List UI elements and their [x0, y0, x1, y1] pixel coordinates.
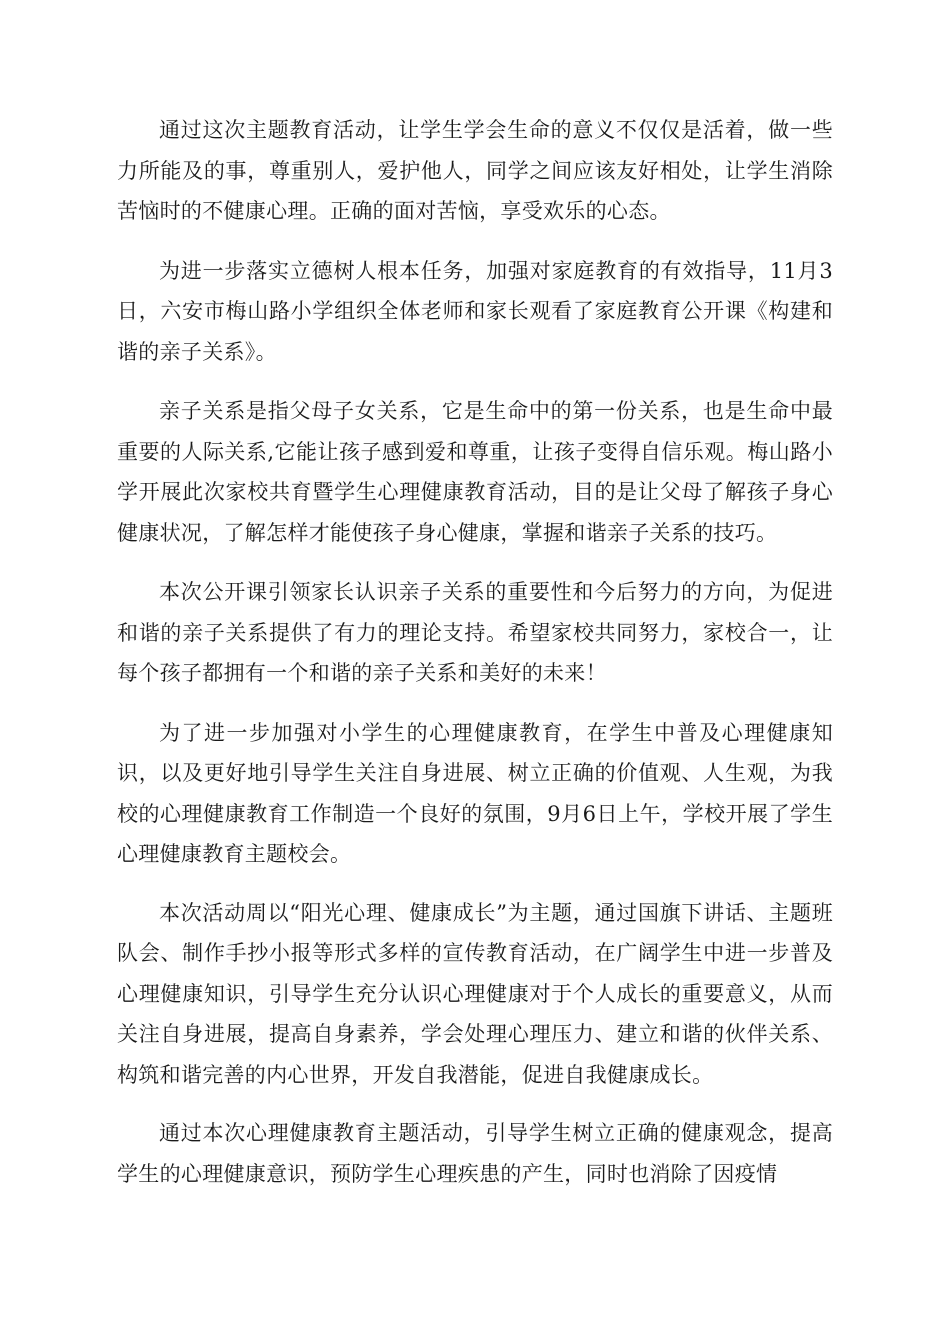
paragraph-4: 本次公开课引领家长认识亲子关系的重要性和今后努力的方向，为促进和谐的亲子关系提供了有力的理论支持。希望家校共同努力，家校合一，让每个孩子都拥有一个和谐的亲子关系和美好的未来！: [117, 580, 833, 685]
paragraph-7: 通过本次心理健康教育主题活动，引导学生树立正确的健康观念，提高学生的心理健康意识，预防学生心理疾患的产生，同时也消除了因疫情: [117, 1121, 833, 1186]
paragraph-3: 亲子关系是指父母子女关系，它是生命中的第一份关系，也是生命中最重要的人际关系,它能让孩子感到爱和尊重，让孩子变得自信乐观。梅山路小学开展此次家校共育暨学生心理健康教育活动，目的是让父母了解孩子身心健康状况，了解怎样才能使孩子身心健康，掌握和谐亲子关系的技巧。: [117, 399, 833, 545]
paragraph-1: 通过这次主题教育活动，让学生学会生命的意义不仅仅是活着，做一些力所能及的事，尊重别人，爱护他人，同学之间应该友好相处，让学生消除苦恼时的不健康心理。正确的面对苦恼，享受欢乐的心态。: [117, 118, 833, 223]
paragraph-5: 为了进一步加强对小学生的心理健康教育，在学生中普及心理健康知识，以及更好地引导学生关注自身进展、树立正确的价值观、人生观，为我校的心理健康教育工作制造一个良好的氛围，9月6日上午，学校开展了学生心理健康教育主题校会。: [117, 720, 833, 866]
paragraph-6: 本次活动周以“阳光心理、健康成长”为主题，通过国旗下讲话、主题班队会、制作手抄小报等形式多样的宣传教育活动，在广阔学生中进一步普及心理健康知识，引导学生充分认识心理健康对于个人成长的重要意义，从而关注自身进展，提高自身素养，学会处理心理压力、建立和谐的伙伴关系、构筑和谐完善的内心世界，开发自我潜能，促进自我健康成长。: [117, 900, 833, 1087]
paragraph-2: 为进一步落实立德树人根本任务，加强对家庭教育的有效指导，11月3日，六安市梅山路小学组织全体老师和家长观看了家庭教育公开课《构建和谐的亲子关系》。: [117, 258, 833, 364]
document-page: [117, 110, 833, 1194]
